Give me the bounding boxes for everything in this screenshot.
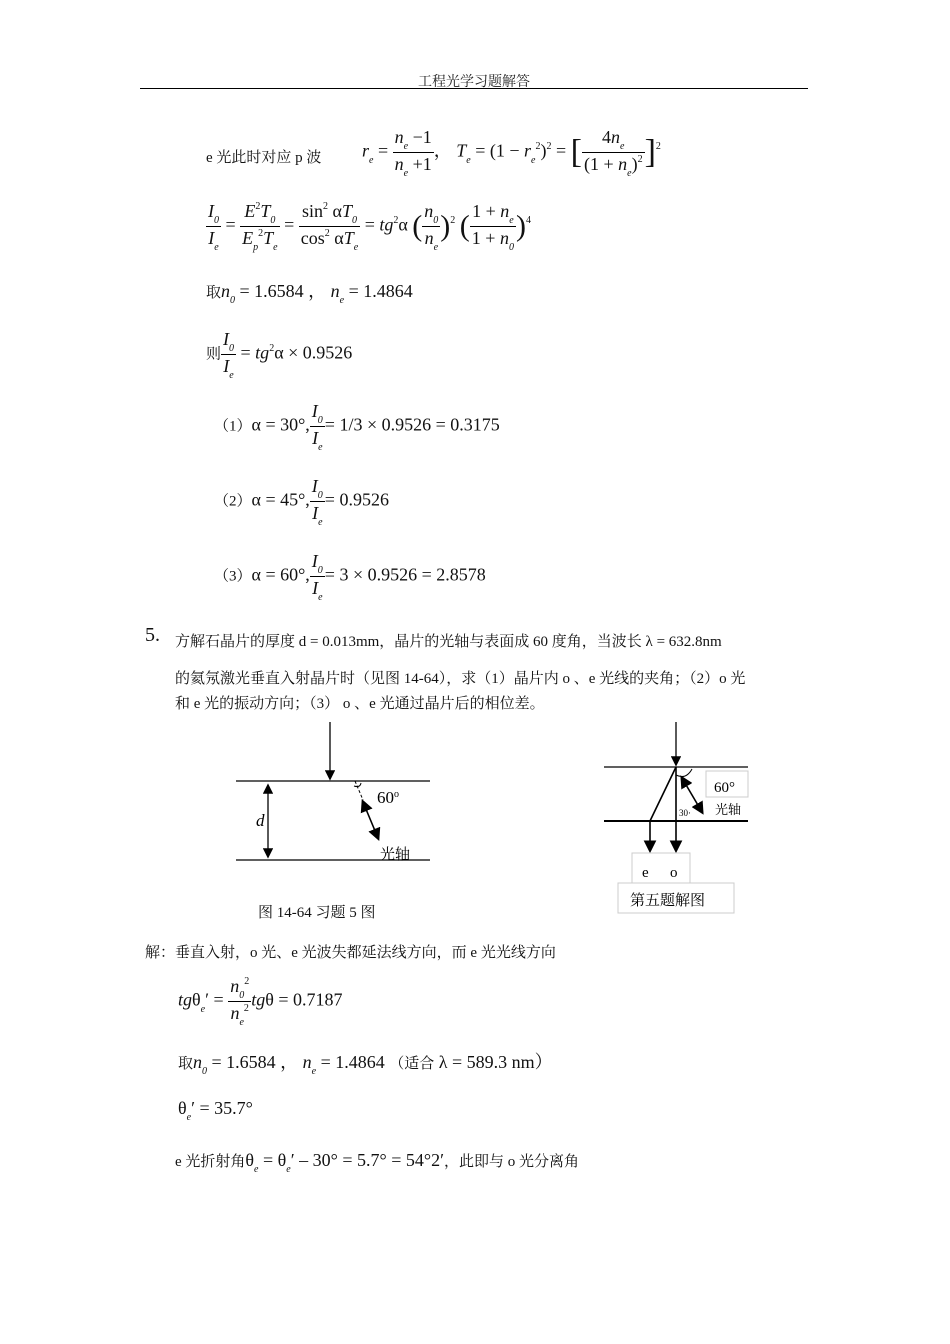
figure-left-caption: 图 14-64 习题 5 图 bbox=[258, 905, 376, 921]
solution-last-line: e 光折射角$\theta_e = \theta_e' - 30^\circ = 5.7^\circ = 54^\circ 2'$，此即与 o 光分离角 bbox=[175, 1150, 580, 1175]
formula-tg-theta: tgθ$_e$′ = $\frac{n_0^2}{n_e^2}$ tgθ = 0.7187 bbox=[178, 976, 343, 1028]
line-take-values: 取$n_0 = 1.6584$ ， $n_e = 1.4864$ bbox=[206, 281, 413, 306]
right-caption: 第五题解图 bbox=[630, 893, 706, 909]
case-2: （2）α = 45°, $\frac{I_0}{I_e}$ = 0.9526 bbox=[214, 476, 389, 528]
right-o-label: o bbox=[670, 865, 678, 881]
left-axis-label: 光轴 bbox=[380, 847, 411, 863]
right-small-angle: 30· bbox=[679, 808, 691, 818]
left-d-label: d bbox=[256, 811, 265, 830]
figure-right bbox=[600, 720, 760, 915]
case-1: （1）α = 30°, $\frac{I_0}{I_e}$ = 1/3 × 0.9526 = 0.3175 bbox=[214, 401, 500, 453]
right-e-label: e bbox=[642, 865, 649, 881]
right-angle-label: 60° bbox=[714, 780, 735, 796]
formula-intensity-ratio: $\frac{I_0}{I_e}$ = $\frac{E^2T_0}{E_p^2T_e}$ = $\frac{\sin^2 \alpha T_0}{\cos^2 \alpha T_e}$ = $tg^2\alpha$ ( $\frac{n_0}{n_e}$ )$^2$ ( $\frac{1 + n_e}{1 + n_0}$ )$^4$ bbox=[208, 201, 531, 253]
case-3: （3）α = 60°, $\frac{I_0}{I_e}$ = 3 × 0.9526 = 2.8578 bbox=[214, 551, 486, 603]
solution-intro: 解：垂直入射，o 光、e 光波失都延法线方向，而 e 光光线方向 bbox=[145, 945, 556, 961]
header-rule bbox=[140, 88, 808, 89]
formula-r-t: $r_e$ = $\frac{n_e -1}{n_e +1}$ ， $T_e = (1 - r_e^2)^2$ = [ $\frac{4n_e}{(1 + n_e)^2}$ ]$^2$ bbox=[362, 127, 661, 179]
problem-text-1: 方解石晶片的厚度 d = 0.013mm，晶片的光轴与表面成 60 度角，当波长 λ = 632.8nm bbox=[175, 634, 722, 650]
page-header-title: 工程光学习题解答 bbox=[418, 75, 530, 90]
right-axis-label: 光轴 bbox=[715, 802, 742, 817]
line-1-prefix: e 光此时对应 p 波 bbox=[206, 150, 322, 166]
solution-theta: $\theta_e' = 35.7^\circ$ bbox=[178, 1098, 253, 1123]
line-then-ratio: 则 $\frac{I_0}{I_e}$ = $tg^2\alpha \times 0.9526$ bbox=[206, 329, 353, 381]
problem-number: 5. bbox=[145, 624, 160, 646]
left-angle-label: 60$^o$ bbox=[377, 788, 399, 807]
problem-text-3: 和 e 光的振动方向；（3） o 、e 光通过晶片后的相位差。 bbox=[175, 696, 545, 712]
figure-left bbox=[230, 720, 440, 870]
solution-take-values: 取$n_0 = 1.6584$ ， $n_e = 1.4864$ （适合 λ = 589.3 nm） bbox=[178, 1052, 553, 1077]
problem-text-2: 的氦氖激光垂直入射晶片时（见图 14-64），求（1）晶片内 o 、e 光线的夹角；（2）o 光 bbox=[175, 671, 746, 687]
